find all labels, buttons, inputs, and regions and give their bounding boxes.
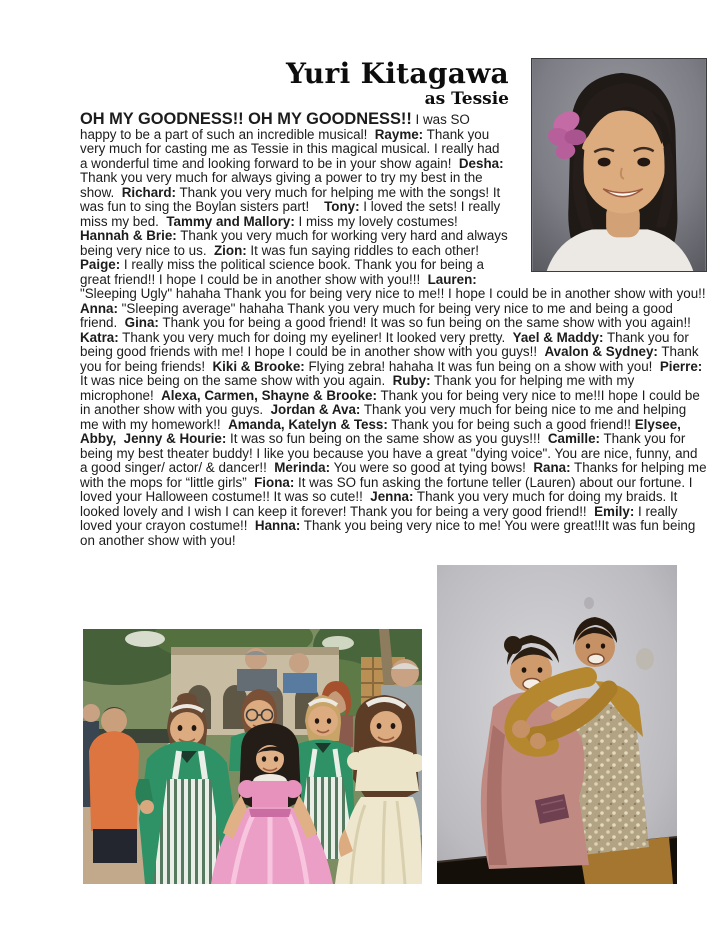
shoutout-name: Jordan & Ava: (270, 402, 361, 417)
hug-photo-illustration (437, 565, 677, 884)
shoutout-name: Jenna: (370, 489, 414, 504)
shoutout-name: Amanda, Katelyn & Tess: (228, 416, 388, 432)
shoutout-name: Gina: (124, 315, 159, 330)
shoutout-name: Yael & Maddy: (512, 329, 604, 345)
shoutout-name: Rana: (533, 460, 571, 475)
shoutout-name: Ruby: (392, 373, 431, 388)
shoutout-name: Pierre: (659, 358, 703, 374)
shoutout-name: Anna: (80, 300, 118, 316)
shoutout-name: Merinda: (274, 460, 331, 475)
shoutout-name: Avalon & Sydney: (544, 344, 658, 359)
shoutout-name: Rayme: (374, 126, 424, 142)
shoutout-text: I was SO happy to be a part of such an incredible musical! Rayme: Thank you very much for casting me as Tessie in this magical musical. I really had a wonderful time and looking forward to be in your show again! Desha: Thank you very much for always giving a power to try my best in the show. Richard: Thank you very much for helping me with the songs! It was fun to sing the Boylan sisters part! Tony: I loved the sets! I really miss my bed. Tammy and Mallory: I miss my lovely costumes! Hannah & Brie: Thank you very much for working very hard and always being very nice to us. Zion: It was fun saying riddles to each other! Paige: I really miss the political science book. Thank you for being a great friend!! I hope I could be in another show with you!!! Lauren: "Sleeping Ugly" hahaha Thank you for being very nice to me!! I hope I could be in another show with you!! Anna: "Sleeping average" hahaha Thank you very much for being very nice to me and being a good friend. Gina: Thank you for being a good friend! It was so fun being on the same show with you again!! Katra: Thank you very much for doing my eyeliner! It looked very pretty. Yael & Maddy: Thank you for being good friends with me! I hope I could be in another show with you guys!! Avalon & Sydney: Thank you for being friends! Kiki & Brooke: Flying zebra! hahaha It was fun being on a show with you! Pierre: It was nice being on the same show with you again. Ruby: Thank you for helping me with my microphone! Alexa, Carmen, Shayne & Brooke: Thank you for being very nice to me!!I hope I could be in another show with you guys. Jordan & Ava: Thank you very much for being nice to me and helping me with my homework!! Amanda, Katelyn & Tess: Thank you for being such a good friend!! Elysee, Abby, Jenny & Hourie: It was so fun being on the same show as you guys!!! Camille: Thank you for being my best theater buddy! I like you because you have a great "dying voice". You are nice, funny, and a good singer/ actor/ & dancer!! Merinda: You were so good at tying bows! Rana: Thanks for helping me with the mops for “little girls” Fiona: It was SO fun asking the fortune teller (Lauren) about our fortune. I loved your Halloween costume!! It was so cute!! Jenna: Thank you very much for doing my braids. It looked lovely and I wish I can keep it forever! Thank you for being a very good friend!! Emily: I really loved your crayon costume!! Hanna: Thank you being very nice to me! You were great!!It was fun being on another show with you! (80, 112, 714, 548)
headshot-portrait-illustration (532, 59, 706, 271)
shoutout-name: Desha: (458, 155, 504, 171)
shoutout-name: Fiona: (254, 474, 295, 490)
shoutout-name: Katra: (80, 329, 119, 345)
shoutout-name: Paige: (80, 257, 121, 272)
page-title: Yuri Kitagawa (286, 57, 509, 90)
shoutout-name: Richard: (121, 184, 177, 200)
headshot-photo (531, 58, 707, 272)
shoutout-name: Tammy and Mallory: (166, 213, 295, 229)
shoutout-name: Camille: (547, 431, 600, 446)
page-subtitle: as Tessie (424, 89, 509, 109)
shoutout-name: Hanna: (254, 518, 301, 533)
shoutout-name: Tony: (324, 199, 360, 214)
opening-exclamation: OH MY GOODNESS!! OH MY GOODNESS!! (80, 110, 412, 128)
content-column (80, 57, 714, 548)
group-costume-photo (83, 629, 422, 884)
shoutout-name: Lauren: (427, 271, 477, 287)
group-costume-illustration (83, 629, 422, 884)
shoutout-name: Alexa, Carmen, Shayne & Brooke: (161, 387, 377, 403)
shoutout-name: Hannah & Brie: (80, 228, 177, 243)
two-girls-hug-photo (437, 565, 677, 884)
shoutout-name: Elysee, Abby, Jenny & Hourie: (80, 416, 685, 446)
shoutout-name: Emily: (594, 503, 635, 519)
shoutout-name: Zion: (213, 242, 247, 258)
shoutout-name: Kiki & Brooke: (212, 358, 305, 374)
